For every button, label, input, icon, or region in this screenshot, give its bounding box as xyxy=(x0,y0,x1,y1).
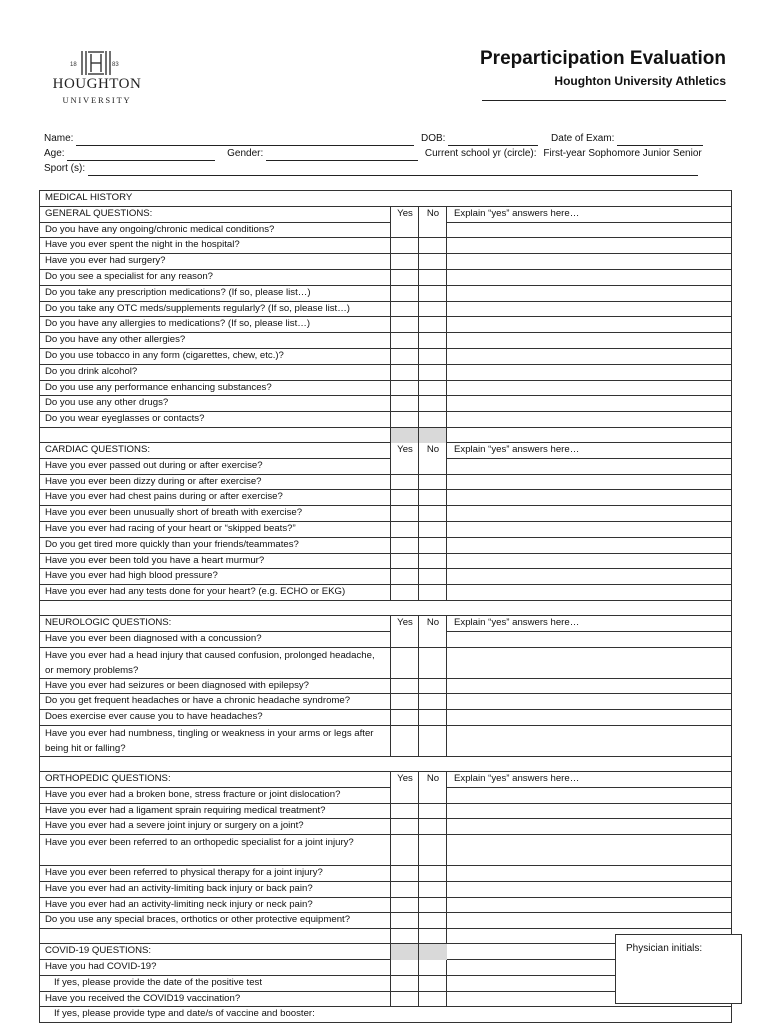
question: Do you use tobacco in any form (cigarettes, chew, etc.)? xyxy=(45,349,284,361)
explain-box[interactable] xyxy=(446,726,454,757)
question: Have you ever been referred to physical therapy for a joint injury? xyxy=(45,867,323,879)
explain-box[interactable] xyxy=(446,381,454,397)
university-logo xyxy=(52,48,142,108)
question: Do you have any allergies to medications? (If so, please list…) xyxy=(45,318,311,330)
question: Have you ever been referred to an orthopedic specialist for a joint injury? xyxy=(45,837,354,849)
explain-box[interactable] xyxy=(446,976,454,992)
yes-box[interactable] xyxy=(390,710,419,726)
yes-box[interactable] xyxy=(390,569,419,585)
no-box[interactable] xyxy=(418,866,447,882)
table-row xyxy=(40,381,731,397)
no-box[interactable] xyxy=(418,396,447,412)
yes-box[interactable] xyxy=(390,333,419,349)
explain-header: Explain “yes” answers here… xyxy=(446,616,579,632)
cardiac-questions-title: CARDIAC QUESTIONS: xyxy=(45,443,151,455)
question: Does exercise ever cause you to have headaches? xyxy=(45,711,263,723)
yes-box[interactable] xyxy=(390,804,419,820)
table-row xyxy=(40,490,731,506)
sport-field[interactable] xyxy=(88,164,698,176)
no-box[interactable] xyxy=(418,710,447,726)
explain-box[interactable] xyxy=(446,694,454,710)
question: Have you ever had seizures or been diagnosed with epilepsy? xyxy=(45,679,309,691)
yes-box[interactable] xyxy=(390,459,419,475)
question: Have you ever been dizzy during or after exercise? xyxy=(45,475,262,487)
explain-box[interactable] xyxy=(446,585,454,601)
question: Have you ever had a severe joint injury or surgery on a joint? xyxy=(45,820,304,832)
physician-initials-label: Physician initials: xyxy=(626,943,703,954)
school-year-options[interactable]: First-year Sophomore Junior Senior xyxy=(543,148,702,159)
table-row xyxy=(40,522,731,538)
no-box[interactable] xyxy=(418,238,447,254)
explain-box[interactable] xyxy=(446,286,454,302)
yes-box[interactable] xyxy=(390,317,419,333)
exam-date-field[interactable] xyxy=(617,134,703,146)
question: Do you drink alcohol? xyxy=(45,365,138,377)
explain-box[interactable] xyxy=(446,679,454,695)
yes-box[interactable] xyxy=(390,223,419,239)
yes-box[interactable] xyxy=(390,490,419,506)
explain-box[interactable] xyxy=(446,804,454,820)
no-box[interactable] xyxy=(418,882,447,898)
explain-box[interactable] xyxy=(446,992,454,1008)
question: Do you have any other allergies? xyxy=(45,334,186,346)
explain-box[interactable] xyxy=(446,960,454,976)
spacer-row xyxy=(40,601,731,616)
explain-header: Explain “yes” answers here… xyxy=(446,443,579,459)
yes-box[interactable] xyxy=(390,882,419,898)
table-row xyxy=(40,585,731,601)
explain-box[interactable] xyxy=(446,819,454,835)
explain-box[interactable] xyxy=(446,333,454,349)
explain-box[interactable] xyxy=(446,302,454,318)
yes-box[interactable] xyxy=(390,992,419,1008)
form-subtitle: Houghton University Athletics xyxy=(554,74,726,88)
no-header: No xyxy=(418,772,447,788)
yes-box[interactable] xyxy=(390,898,419,914)
yes-box[interactable] xyxy=(390,835,419,866)
explain-box[interactable] xyxy=(446,648,454,679)
explain-box[interactable] xyxy=(446,569,454,585)
table-row xyxy=(40,302,731,318)
no-box[interactable] xyxy=(418,254,447,270)
table-row xyxy=(40,238,731,254)
question: Have you ever passed out during or after exercise? xyxy=(45,459,263,471)
question: Have you ever had numbness, tingling or weakness in your arms or legs after being hit or falling? xyxy=(45,727,374,754)
explain-box[interactable] xyxy=(446,538,454,554)
yes-box[interactable] xyxy=(390,632,419,648)
yes-box[interactable] xyxy=(390,522,419,538)
question: Do you get tired more quickly than your friends/teammates? xyxy=(45,538,299,550)
question: Do you get frequent headaches or have a chronic headache syndrome? xyxy=(45,695,351,707)
no-box[interactable] xyxy=(418,365,447,381)
no-header: No xyxy=(418,443,447,459)
yes-box[interactable] xyxy=(390,286,419,302)
no-box[interactable] xyxy=(418,632,447,648)
yes-box[interactable] xyxy=(390,412,419,428)
general-questions xyxy=(40,223,731,428)
no-box[interactable] xyxy=(418,694,447,710)
no-box[interactable] xyxy=(418,648,447,679)
explain-box[interactable] xyxy=(446,270,454,286)
sport-label: Sport (s): xyxy=(44,163,86,174)
explain-box[interactable] xyxy=(446,710,454,726)
houghton-mark-icon xyxy=(79,50,113,76)
table-row xyxy=(40,506,731,522)
no-box[interactable] xyxy=(418,788,447,804)
question: Have you ever had an activity-limiting neck injury or neck pain? xyxy=(45,898,313,910)
shaded-cell xyxy=(390,944,419,960)
question: Do you have any ongoing/chronic medical conditions? xyxy=(45,223,275,235)
question: Have you ever had high blood pressure? xyxy=(45,570,218,582)
yes-header: Yes xyxy=(390,616,419,632)
table-row xyxy=(40,333,731,349)
age-field[interactable] xyxy=(67,149,215,161)
no-box[interactable] xyxy=(418,381,447,397)
question: Do you take any prescription medications? (If so, please list…) xyxy=(45,286,311,298)
form-title: Preparticipation Evaluation xyxy=(480,48,726,69)
question: Do you use any other drugs? xyxy=(45,397,169,409)
no-box[interactable] xyxy=(418,475,447,491)
header-rule xyxy=(482,100,726,101)
yes-box[interactable] xyxy=(390,238,419,254)
yes-box[interactable] xyxy=(390,866,419,882)
no-box[interactable] xyxy=(418,960,447,976)
neuro-questions-title: NEUROLOGIC QUESTIONS: xyxy=(45,616,172,628)
explain-box[interactable] xyxy=(446,490,454,506)
yes-box[interactable] xyxy=(390,506,419,522)
explain-box[interactable] xyxy=(446,349,454,365)
question: Have you ever had a head injury that caused confusion, prolonged headache, or memory problems? xyxy=(45,649,375,676)
cardiac-questions xyxy=(40,459,731,601)
yes-box[interactable] xyxy=(390,960,419,976)
question: Have you ever had surgery? xyxy=(45,255,166,267)
table-row xyxy=(40,286,731,302)
no-box[interactable] xyxy=(418,898,447,914)
dob-label: DOB: xyxy=(421,133,446,144)
yes-box[interactable] xyxy=(390,270,419,286)
gender-label: Gender: xyxy=(227,148,264,159)
logo-name: HOUGHTON xyxy=(52,76,142,92)
no-box[interactable] xyxy=(418,835,447,866)
yes-box[interactable] xyxy=(390,788,419,804)
table-row xyxy=(40,554,731,570)
yes-box[interactable] xyxy=(390,475,419,491)
no-box[interactable] xyxy=(418,726,447,757)
no-box[interactable] xyxy=(418,913,447,929)
spacer-row xyxy=(40,757,731,772)
explain-box[interactable] xyxy=(446,632,454,648)
table-row xyxy=(40,223,731,239)
yes-header: Yes xyxy=(390,772,419,788)
explain-box[interactable] xyxy=(446,459,454,475)
question: Have you ever been told you have a heart murmur? xyxy=(45,554,265,566)
logo-year-right: 83 xyxy=(112,62,119,68)
no-box[interactable] xyxy=(418,679,447,695)
spacer-row xyxy=(40,428,731,443)
yes-box[interactable] xyxy=(390,538,419,554)
no-box[interactable] xyxy=(418,569,447,585)
no-box[interactable] xyxy=(418,333,447,349)
yes-box[interactable] xyxy=(390,554,419,570)
no-box[interactable] xyxy=(418,302,447,318)
question: Have you received the COVID19 vaccination? xyxy=(45,992,241,1004)
explain-box[interactable] xyxy=(446,788,454,804)
explain-header: Explain “yes” answers here… xyxy=(446,207,579,223)
no-box[interactable] xyxy=(418,286,447,302)
yes-box[interactable] xyxy=(390,694,419,710)
yes-box[interactable] xyxy=(390,976,419,992)
explain-box[interactable] xyxy=(446,554,454,570)
no-box[interactable] xyxy=(418,270,447,286)
question: Do you take any OTC meds/supplements regularly? (If so, please list…) xyxy=(45,302,350,314)
explain-box[interactable] xyxy=(446,835,454,866)
no-box[interactable] xyxy=(418,819,447,835)
school-year-label: Current school yr (circle): xyxy=(424,148,537,159)
no-box[interactable] xyxy=(418,554,447,570)
explain-box[interactable] xyxy=(446,913,454,929)
table-row xyxy=(40,475,731,491)
question: Have you ever had a broken bone, stress fracture or joint dislocation? xyxy=(45,788,341,800)
yes-box[interactable] xyxy=(390,381,419,397)
name-label: Name: xyxy=(44,133,74,144)
no-box[interactable] xyxy=(418,522,447,538)
age-label: Age: xyxy=(44,148,65,159)
yes-box[interactable] xyxy=(390,726,419,757)
explain-box[interactable] xyxy=(446,317,454,333)
question: If yes, please provide the date of the positive test xyxy=(54,976,262,988)
question: If yes, please provide type and date/s of vaccine and booster: xyxy=(54,1008,315,1020)
question: Have you ever had a ligament sprain requiring medical treatment? xyxy=(45,804,326,816)
explain-box[interactable] xyxy=(446,254,454,270)
question: Have you ever had chest pains during or after exercise? xyxy=(45,491,283,503)
yes-box[interactable] xyxy=(390,365,419,381)
yes-box[interactable] xyxy=(390,254,419,270)
physician-initials-box[interactable] xyxy=(615,934,742,1004)
question: Have you ever been diagnosed with a concussion? xyxy=(45,632,262,644)
gender-field[interactable] xyxy=(266,149,418,161)
table-row xyxy=(40,254,731,270)
no-box[interactable] xyxy=(418,349,447,365)
table-row xyxy=(40,412,731,428)
table-row xyxy=(40,538,731,554)
explain-box[interactable] xyxy=(446,396,454,412)
section-title: MEDICAL HISTORY xyxy=(45,192,133,203)
explain-box[interactable] xyxy=(446,475,454,491)
explain-box[interactable] xyxy=(446,866,454,882)
question: Have you ever had an activity-limiting back injury or back pain? xyxy=(45,882,313,894)
no-box[interactable] xyxy=(418,317,447,333)
table-row xyxy=(40,270,731,286)
question: Have you ever been unusually short of breath with exercise? xyxy=(45,507,303,519)
no-box[interactable] xyxy=(418,459,447,475)
question: Do you use any special braces, orthotics or other protective equipment? xyxy=(45,914,351,926)
no-header: No xyxy=(418,207,447,223)
explain-box[interactable] xyxy=(446,412,454,428)
dob-field[interactable] xyxy=(448,134,538,146)
no-header: No xyxy=(418,616,447,632)
explain-box[interactable] xyxy=(446,506,454,522)
exam-date-label: Date of Exam: xyxy=(551,133,615,144)
question: Do you see a specialist for any reason? xyxy=(45,270,213,282)
question: Do you wear eyeglasses or contacts? xyxy=(45,413,205,425)
yes-box[interactable] xyxy=(390,585,419,601)
explain-box[interactable] xyxy=(446,898,454,914)
table-row xyxy=(40,365,731,381)
explain-box[interactable] xyxy=(446,238,454,254)
question: Have you ever spent the night in the hospital? xyxy=(45,239,240,251)
ortho-questions-title: ORTHOPEDIC QUESTIONS: xyxy=(45,772,171,784)
no-box[interactable] xyxy=(418,585,447,601)
yes-box[interactable] xyxy=(390,396,419,412)
table-row xyxy=(40,317,731,333)
explain-header: Explain “yes” answers here… xyxy=(446,772,579,788)
table-row xyxy=(40,349,731,365)
no-box[interactable] xyxy=(418,412,447,428)
covid-questions-title: COVID-19 QUESTIONS: xyxy=(45,945,152,957)
no-box[interactable] xyxy=(418,506,447,522)
yes-header: Yes xyxy=(390,443,419,459)
question: Have you had COVID-19? xyxy=(45,961,157,973)
table-row xyxy=(40,396,731,412)
name-field[interactable] xyxy=(76,134,414,146)
no-box[interactable] xyxy=(418,538,447,554)
logo-university: UNIVERSITY xyxy=(62,95,132,105)
no-box[interactable] xyxy=(418,992,447,1008)
yes-box[interactable] xyxy=(390,302,419,318)
yes-header: Yes xyxy=(390,207,419,223)
shaded-cell xyxy=(418,944,447,960)
explain-box[interactable] xyxy=(446,365,454,381)
yes-box[interactable] xyxy=(390,349,419,365)
yes-box[interactable] xyxy=(390,679,419,695)
no-box[interactable] xyxy=(418,976,447,992)
yes-box[interactable] xyxy=(390,913,419,929)
question: Have you ever had racing of your heart or “skipped beats?” xyxy=(45,522,296,534)
table-row xyxy=(40,459,731,475)
no-box[interactable] xyxy=(418,223,447,239)
general-questions-title: GENERAL QUESTIONS: xyxy=(45,207,153,219)
explain-box[interactable] xyxy=(446,522,454,538)
medical-history-table xyxy=(39,190,732,1023)
no-box[interactable] xyxy=(418,804,447,820)
question: Do you use any performance enhancing substances? xyxy=(45,381,272,393)
explain-box[interactable] xyxy=(446,223,454,239)
yes-box[interactable] xyxy=(390,648,419,679)
logo-year-left: 18 xyxy=(70,62,77,68)
yes-box[interactable] xyxy=(390,819,419,835)
no-box[interactable] xyxy=(418,490,447,506)
question: Have you ever had any tests done for your heart? (e.g. ECHO or EKG) xyxy=(45,586,346,598)
explain-box[interactable] xyxy=(446,882,454,898)
table-row xyxy=(40,569,731,585)
